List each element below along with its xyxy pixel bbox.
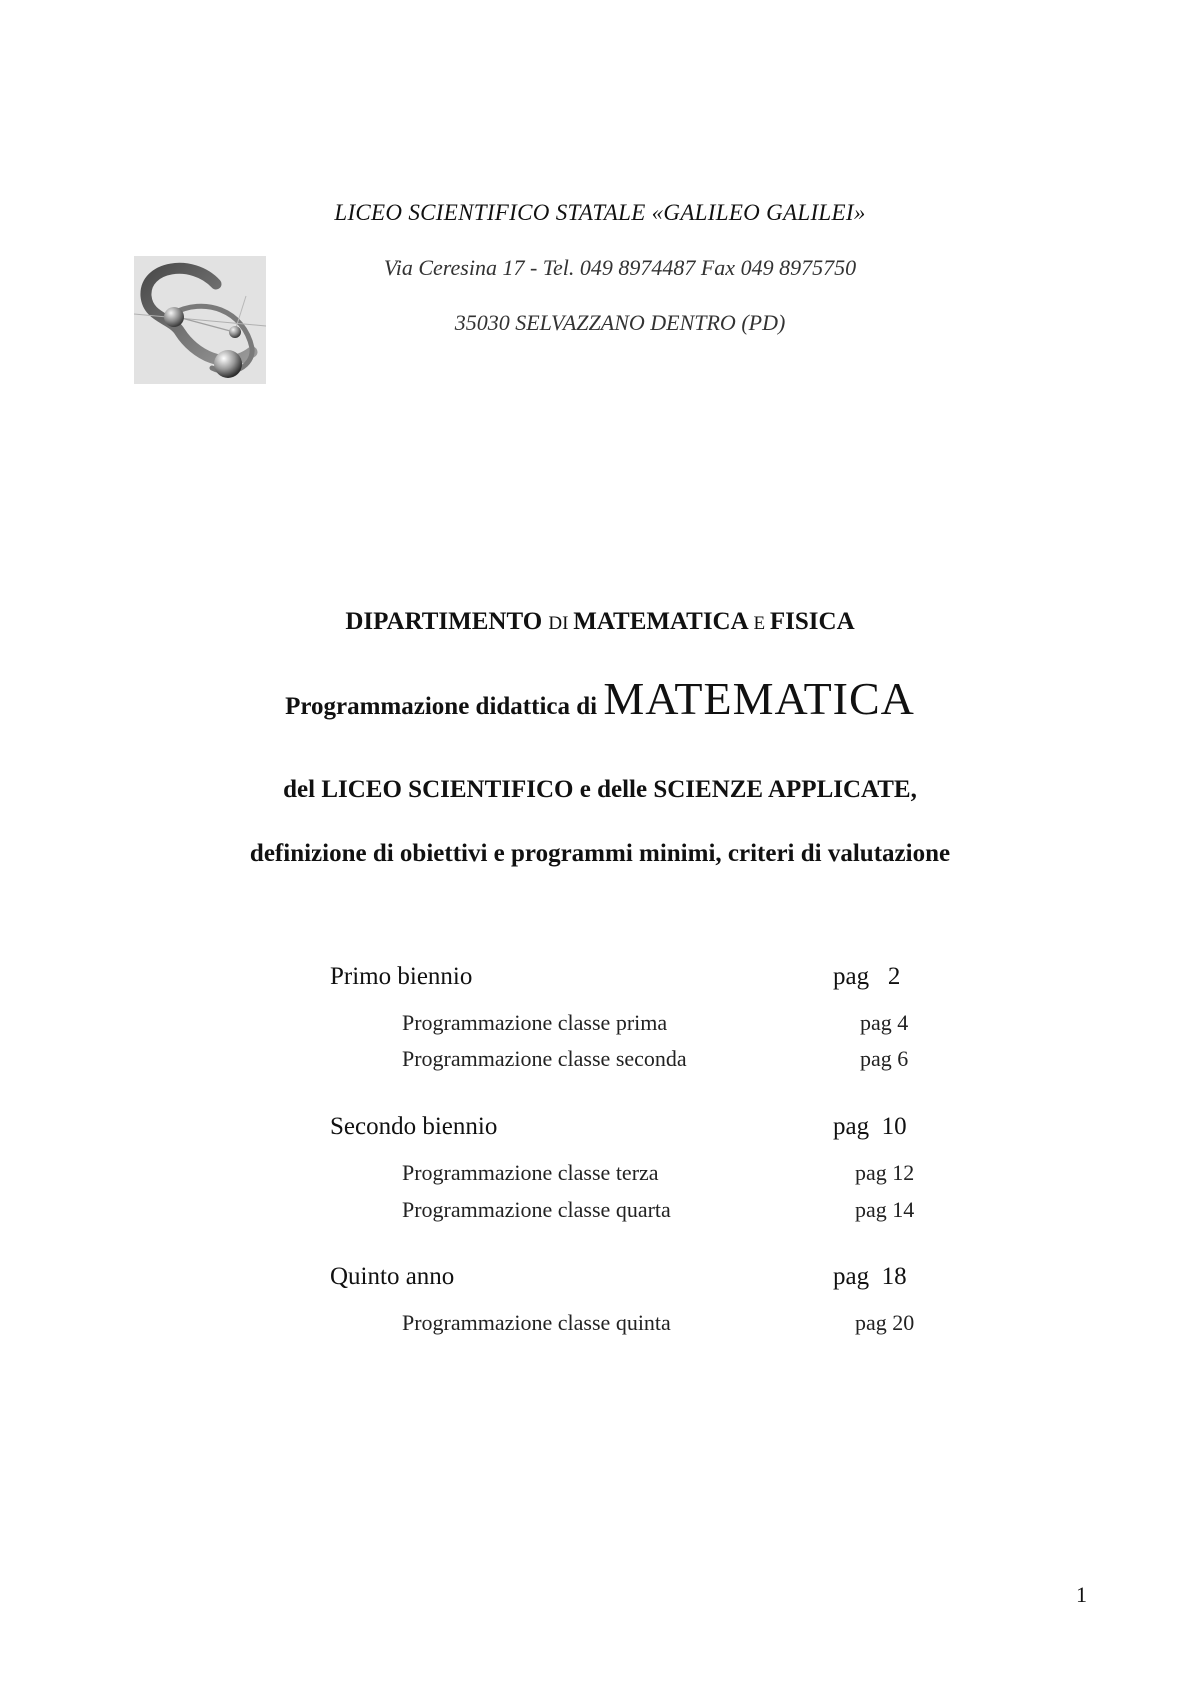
school-city: 35030 SELVAZZANO DENTRO (PD)	[454, 310, 786, 335]
school-address: Via Ceresina 17 - Tel. 049 8974487 Fax 049 8975750	[383, 255, 857, 280]
toc-section-primo-biennio: Primo biennio	[330, 963, 473, 990]
toc-item-classe-quarta: Programmazione classe quarta	[402, 1197, 671, 1222]
page-number: 1	[1076, 1582, 1087, 1607]
toc-item-classe-terza: Programmazione classe terza	[402, 1160, 659, 1185]
toc-item-classe-quinta: Programmazione classe quinta	[402, 1310, 671, 1335]
department-title	[0, 608, 1200, 636]
department-fisica: FISICA	[769, 608, 855, 635]
toc-item-page: pag 12	[855, 1160, 915, 1185]
toc-item-page: pag 14	[855, 1197, 915, 1222]
program-subject: MATEMATICA	[603, 673, 915, 724]
department-connector-di: DI	[548, 613, 574, 634]
toc-section-secondo-biennio: Secondo biennio	[330, 1113, 498, 1140]
toc-item-page: pag 6	[860, 1046, 909, 1071]
program-criteria: definizione di obiettivi e programmi minimi, criteri di valutazione	[249, 840, 951, 867]
program-title-prefix: Programmazione didattica di	[285, 693, 604, 720]
department-matematica: MATEMATICA	[573, 608, 754, 635]
department-connector-e: E	[753, 613, 770, 634]
toc-section-page: pag 18	[833, 1263, 907, 1290]
toc-section-page: pag 2	[833, 963, 901, 990]
toc-item-classe-seconda: Programmazione classe seconda	[402, 1046, 687, 1071]
toc-item-page: pag 4	[860, 1010, 909, 1035]
toc-item-classe-prima: Programmazione classe prima	[402, 1010, 668, 1035]
program-scope: del LICEO SCIENTIFICO e delle SCIENZE APPLICATE,	[283, 776, 917, 803]
program-title	[0, 672, 1200, 725]
toc-section-page: pag 10	[833, 1113, 907, 1140]
toc-section-quinto-anno: Quinto anno	[330, 1263, 455, 1290]
school-name: LICEO SCIENTIFICO STATALE «GALILEO GALILEI»	[334, 200, 866, 225]
toc-item-page: pag 20	[855, 1310, 915, 1335]
department-word: DIPARTIMENTO	[345, 608, 549, 635]
